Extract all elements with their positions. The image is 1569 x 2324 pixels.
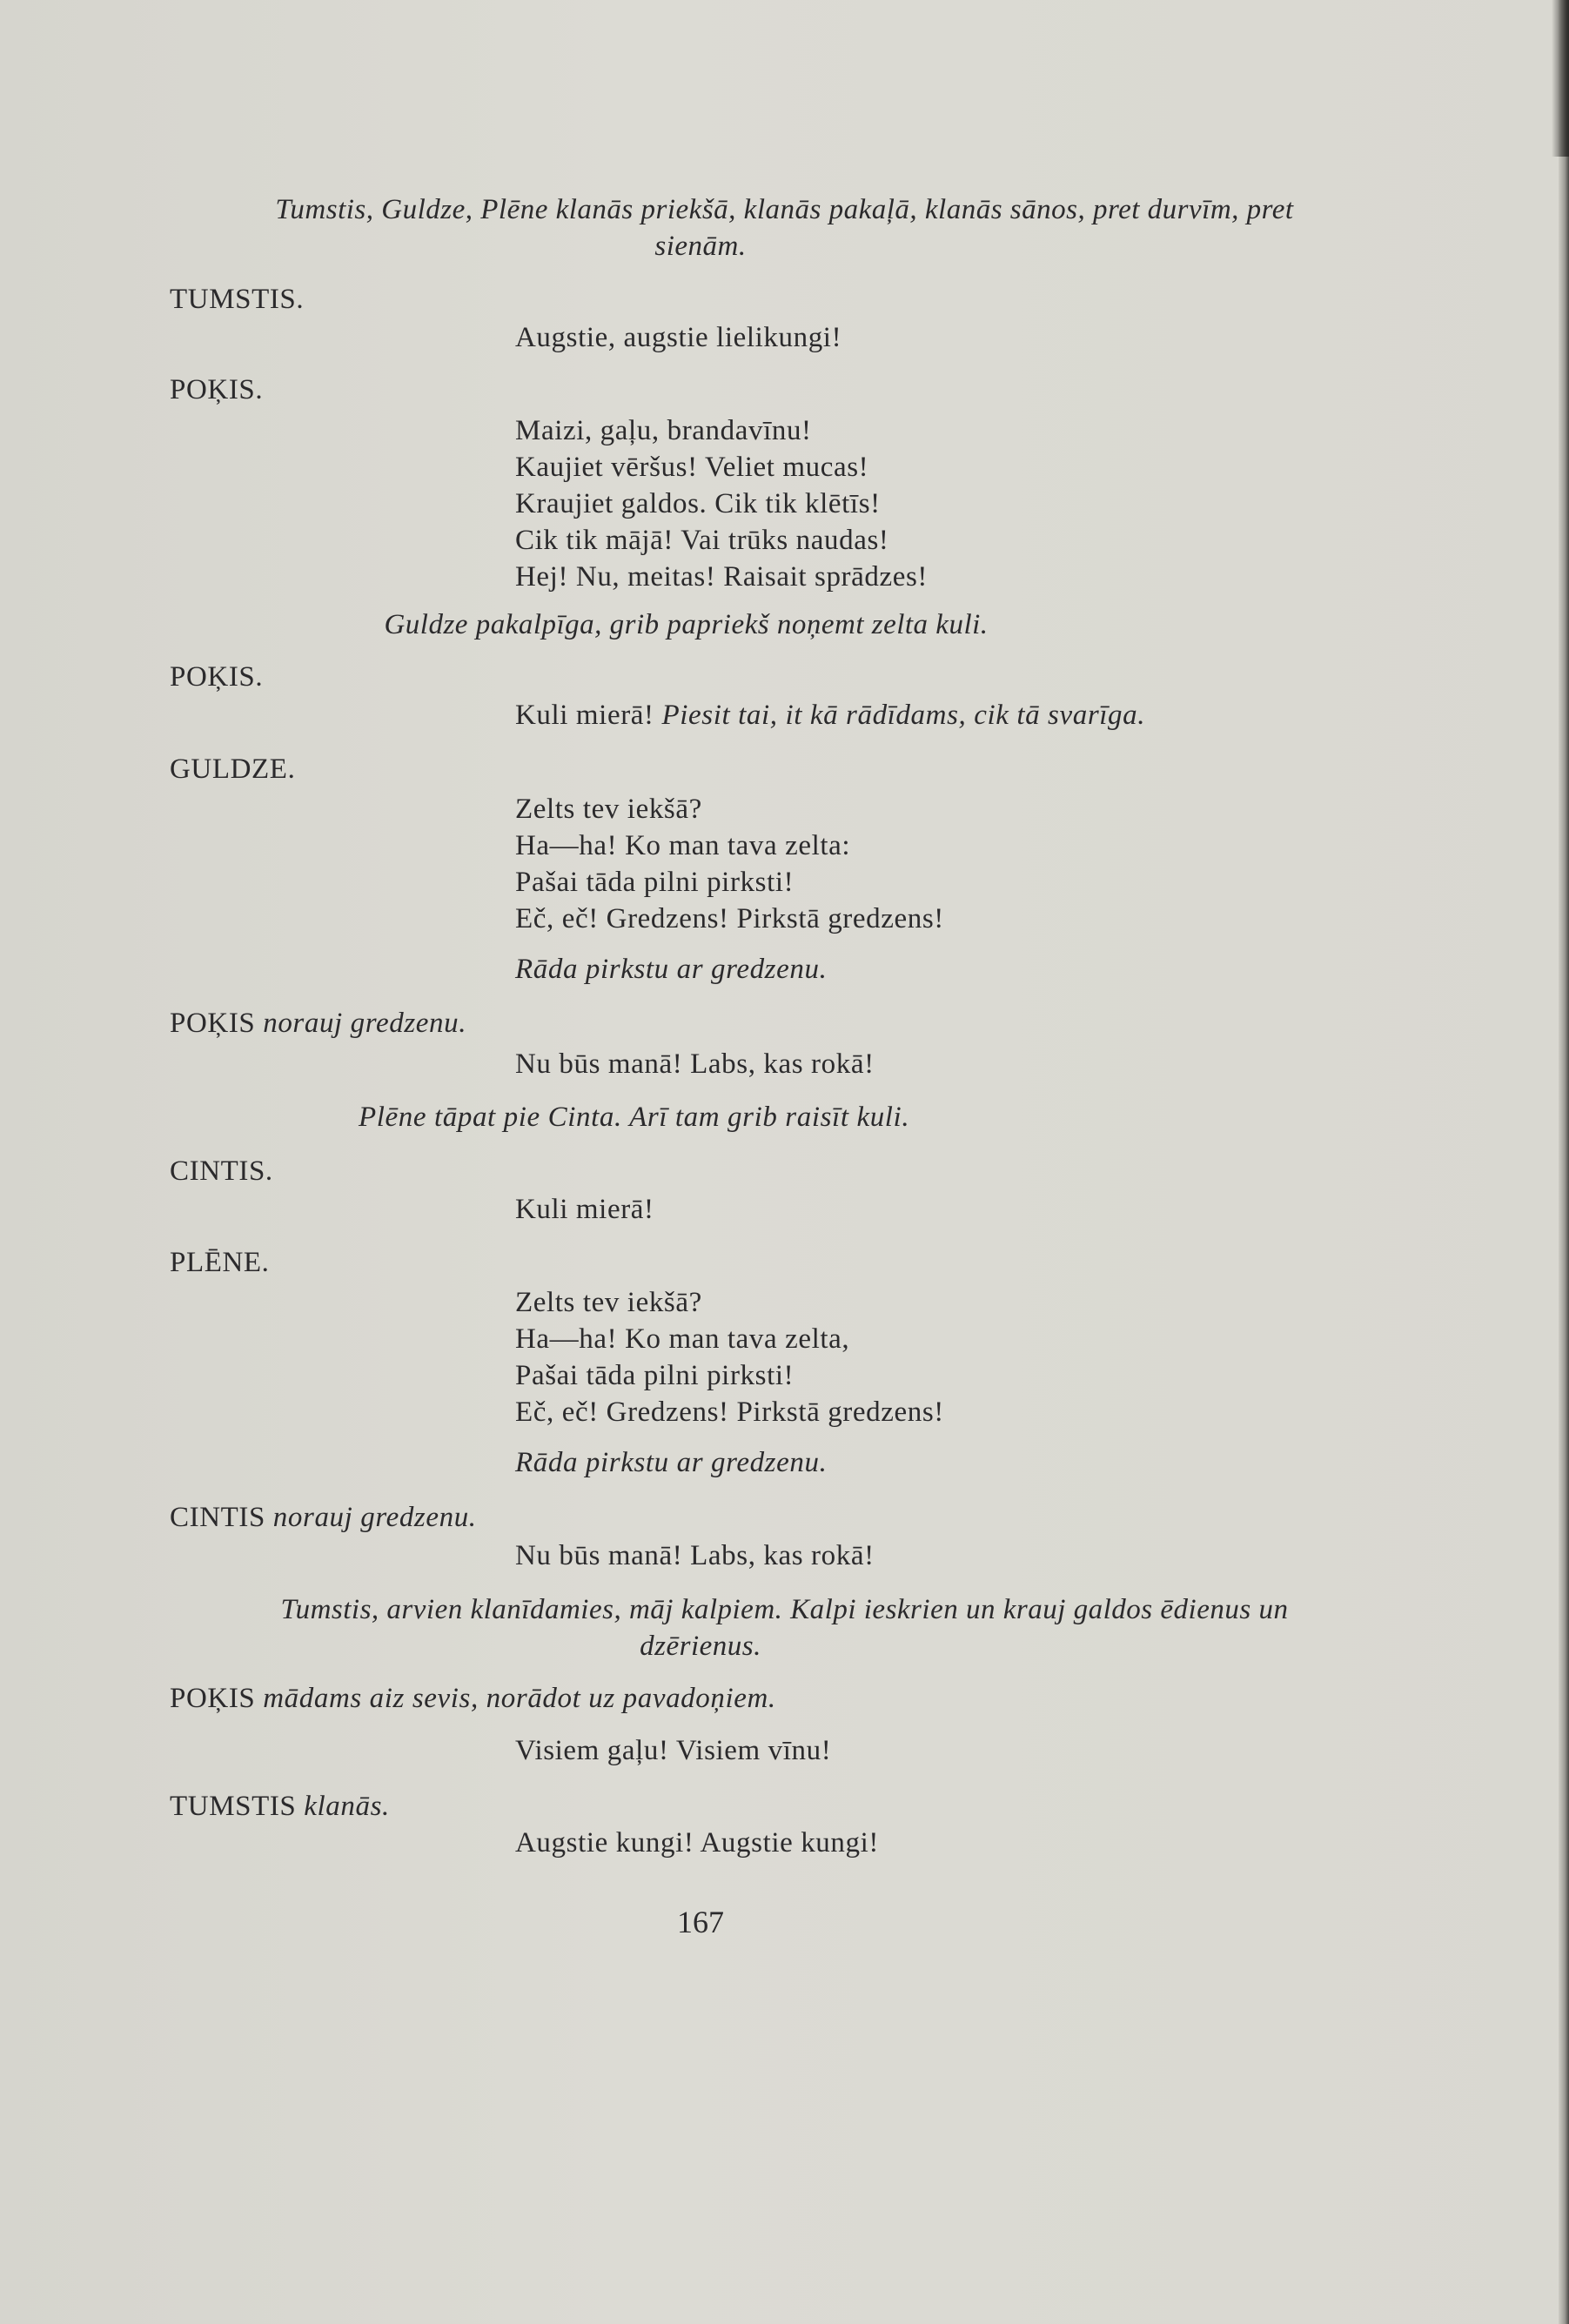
speaker-name: POĶIS [170, 1008, 256, 1039]
speaker-name: POĶIS [170, 1683, 256, 1714]
stage-direction-cont: sienām. [654, 231, 747, 262]
verse-block [515, 412, 928, 595]
verse-line: Maizi, gaļu, brandavīnu! [515, 415, 812, 446]
dialogue-line [515, 701, 1145, 730]
page-edge-shadow [1559, 0, 1569, 2324]
stage-direction: Rāda pirkstu ar gredzenu. [515, 1447, 828, 1478]
dialogue-line: Augstie, augstie lielikungi! [515, 322, 842, 353]
verse-line: Zelts tev iekšā? [515, 794, 702, 825]
dialogue-text: Kuli mierā! [515, 700, 654, 731]
verse-line: Kaujiet vēršus! Veliet mucas! [515, 452, 869, 483]
inline-direction: Piesit tai, it kā rādīdams, cik tā svarīga. [661, 700, 1146, 731]
verse-line: Zelts tev iekšā? [515, 1287, 702, 1318]
speaker-name: POĶIS. [170, 374, 264, 405]
speaker-direction: norauj gredzenu. [272, 1502, 477, 1533]
dialogue-line: Visiem gaļu! Visiem vīnu! [515, 1735, 832, 1766]
speaker-line [170, 1504, 477, 1532]
speaker-direction: klanās. [304, 1791, 390, 1822]
stage-direction: Guldze pakalpīga, grib papriekš noņemt zelta kuli. [384, 609, 989, 640]
stage-direction: Tumstis, arvien klanīdamies, māj kalpiem. Kalpi ieskrien un krauj galdos ēdienus un [280, 1594, 1289, 1625]
verse-line: Pašai tāda pilni pirksti! [515, 1360, 795, 1391]
speaker-line [170, 1009, 466, 1038]
verse-line: Ha—ha! Ko man tava zelta: [515, 830, 851, 861]
verse-line: Cik tik mājā! Vai trūks naudas! [515, 525, 889, 556]
speaker-line [170, 1684, 776, 1713]
verse-line: Kraujiet galdos. Cik tik klētīs! [515, 488, 881, 519]
speaker-name: POĶIS. [170, 661, 264, 693]
verse-block [515, 791, 944, 937]
speaker-name: TUMSTIS. [170, 284, 305, 315]
speaker-line [170, 1792, 390, 1821]
speaker-name: GULDZE. [170, 753, 296, 785]
stage-direction: Rāda pirkstu ar gredzenu. [515, 954, 828, 985]
verse-line: Eč, eč! Gredzens! Pirkstā gredzens! [515, 1396, 944, 1428]
stage-direction: Plēne tāpat pie Cinta. Arī tam grib raisīt kuli. [359, 1102, 910, 1133]
verse-line: Hej! Nu, meitas! Raisait sprādzes! [515, 561, 929, 593]
stage-direction: Tumstis, Guldze, Plēne klanās priekšā, klanās pakaļā, klanās sānos, pret durvīm, pret [275, 194, 1294, 225]
speaker-name: CINTIS [170, 1502, 265, 1533]
speaker-direction: norauj gredzenu. [263, 1008, 467, 1039]
stage-direction-cont: dzērienus. [640, 1631, 761, 1662]
dialogue-line: Nu būs manā! Labs, kas rokā! [515, 1048, 875, 1080]
speaker-name: CINTIS. [170, 1155, 273, 1187]
dialogue-line: Kuli mierā! [515, 1194, 654, 1225]
speaker-name: PLĒNE. [170, 1247, 270, 1278]
verse-line: Eč, eč! Gredzens! Pirkstā gredzens! [515, 903, 944, 934]
page-edge-dark [1552, 0, 1569, 157]
verse-line: Pašai tāda pilni pirksti! [515, 867, 795, 898]
verse-block [515, 1284, 944, 1430]
dialogue-line: Nu būs manā! Labs, kas rokā! [515, 1540, 875, 1571]
speaker-name: TUMSTIS [170, 1791, 297, 1822]
verse-line: Ha—ha! Ko man tava zelta, [515, 1323, 850, 1355]
page-number: 167 [677, 1905, 724, 1939]
dialogue-line: Augstie kungi! Augstie kungi! [515, 1827, 879, 1859]
speaker-direction: mādams aiz sevis, norādot uz pavadoņiem. [263, 1683, 776, 1714]
